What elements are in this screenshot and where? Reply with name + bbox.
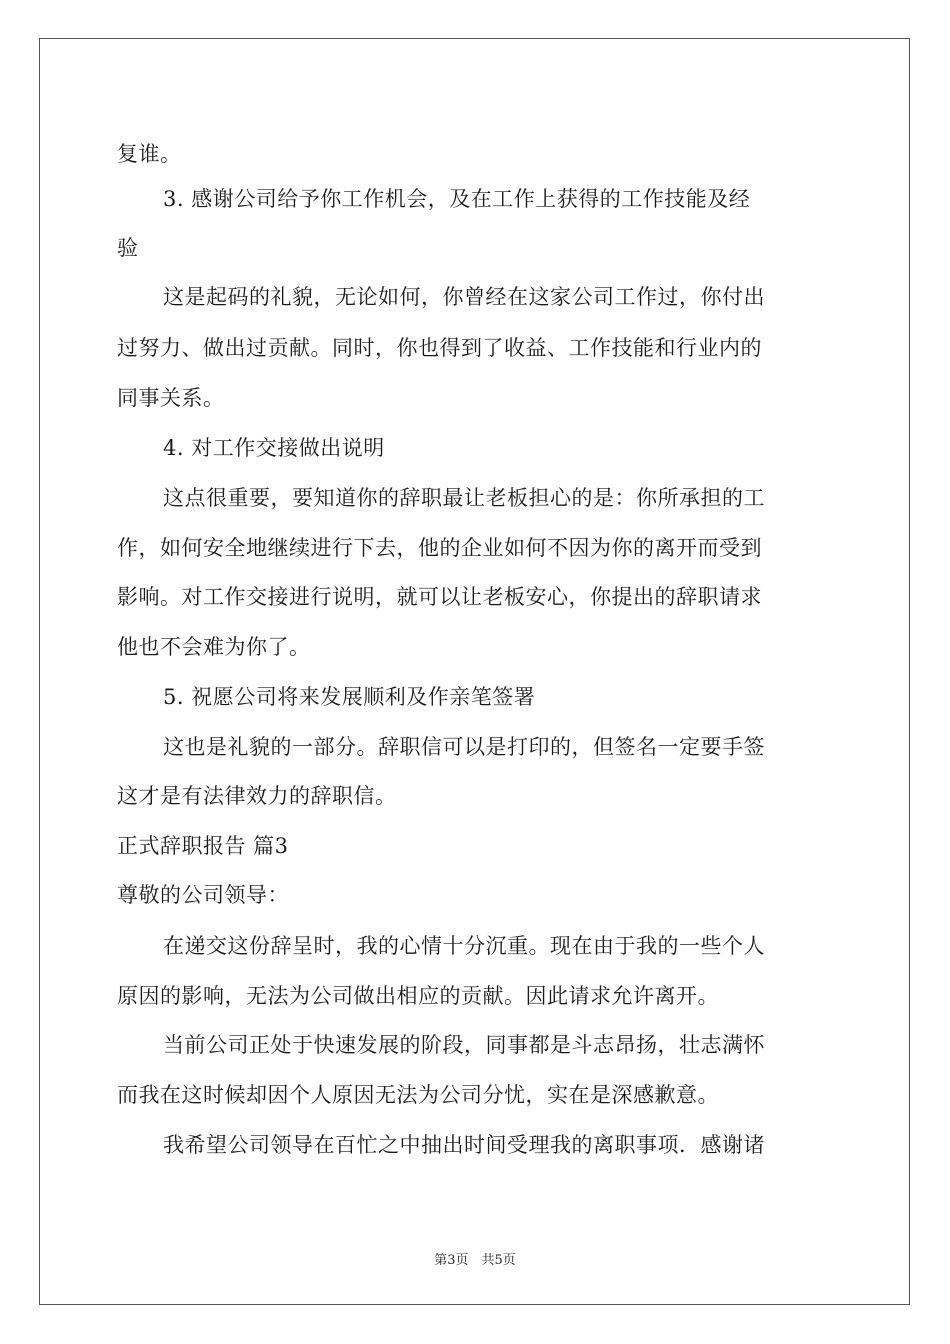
text-line: 这也是礼貌的一部分。辞职信可以是打印的，但签名一定要手签 xyxy=(163,735,765,759)
text-line: 4. 对工作交接做出说明 xyxy=(163,436,385,460)
text-line: 原因的影响，无法为公司做出相应的贡献。因此请求允许离开。 xyxy=(117,984,719,1008)
text-line: 复谁。 xyxy=(117,142,182,166)
text-line: 影响。对工作交接进行说明，就可以让老板安心，你提出的辞职请求 xyxy=(117,585,762,609)
page-border xyxy=(39,38,910,1305)
section-heading: 正式辞职报告 篇3 xyxy=(117,834,289,858)
text-line: 同事关系。 xyxy=(117,386,225,410)
text-line: 他也不会难为你了。 xyxy=(117,635,311,659)
text-line: 在递交这份辞呈时，我的心情十分沉重。现在由于我的一些个人 xyxy=(163,934,765,958)
text-line: 3. 感谢公司给予你工作机会，及在工作上获得的工作技能及经 xyxy=(163,187,751,211)
salutation: 尊敬的公司领导： xyxy=(117,883,289,907)
text-line: 作，如何安全地继续进行下去，他的企业如何不因为你的离开而受到 xyxy=(117,536,762,560)
text-line: 当前公司正处于快速发展的阶段，同事都是斗志昂扬，壮志满怀 xyxy=(163,1033,765,1057)
page-number: 第3页 共5页 xyxy=(434,1253,516,1268)
text-line: 这点很重要，要知道你的辞职最让老板担心的是：你所承担的工 xyxy=(163,486,765,510)
text-line: 过努力、做出过贡献。同时，你也得到了收益、工作技能和行业内的 xyxy=(117,336,762,360)
text-line: 我希望公司领导在百忙之中抽出时间受理我的离职事项．感谢诸 xyxy=(163,1133,765,1157)
text-line: 这才是有法律效力的辞职信。 xyxy=(117,784,397,808)
text-line: 而我在这时候却因个人原因无法为公司分忧，实在是深感歉意。 xyxy=(117,1083,719,1107)
text-line: 验 xyxy=(117,236,139,260)
text-line: 5. 祝愿公司将来发展顺利及作亲笔签署 xyxy=(163,685,536,709)
text-line: 这是起码的礼貌，无论如何，你曾经在这家公司工作过，你付出 xyxy=(163,285,765,309)
